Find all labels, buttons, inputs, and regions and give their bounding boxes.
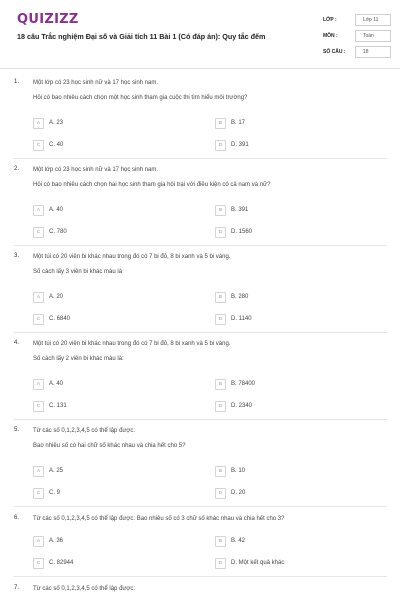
option-a[interactable]	[33, 535, 63, 547]
option-key-box: A	[33, 205, 44, 216]
question-subtext: Số cách lấy 2 viên bi khác màu là:	[33, 356, 124, 362]
option-d[interactable]	[215, 139, 249, 151]
option-a[interactable]	[33, 465, 63, 477]
option-text: D. 1560	[231, 229, 253, 235]
question-number: 5.	[14, 427, 20, 433]
question-text: Từ các số 0,1,2,3,4,5 có thể lập được:	[33, 428, 136, 434]
question-subtext: Bao nhiêu số có hai chữ số khác nhau và chia hết cho 5?	[33, 443, 186, 449]
option-text: C. 82944	[49, 560, 74, 566]
worksheet-header	[0, 0, 400, 68]
option-text: C. 6840	[49, 316, 71, 322]
option-key-box: A	[33, 536, 44, 547]
option-text: C. 40	[49, 142, 64, 148]
option-key-box: C	[33, 314, 44, 325]
option-key-box: A	[33, 292, 44, 303]
page-title: 18 câu Trắc nghiệm Đại số và Giải tích 11 Bài 1 (Có đáp án): Quy tắc đếm	[17, 32, 266, 41]
question-text: Từ các số 0,1,2,3,4,5 có thể lập được:	[33, 586, 136, 592]
question-subtext: Hỏi có bao nhiêu cách chọn hai học sinh tham gia hội trại với điều kiện có cả nam và nữ?	[33, 182, 271, 188]
meta-label: LỚP :	[323, 17, 337, 23]
meta-row-class	[323, 12, 391, 28]
meta-row-subject	[323, 28, 391, 44]
meta-row-count	[323, 44, 391, 60]
option-key-box: B	[215, 205, 226, 216]
option-d[interactable]	[215, 313, 252, 325]
option-c[interactable]	[33, 313, 70, 325]
option-b[interactable]	[215, 465, 245, 477]
option-key-box: B	[215, 536, 226, 547]
option-text: B. 10	[231, 468, 246, 474]
header-divider	[0, 68, 400, 69]
question-text: Một túi có 20 viên bi khác nhau trong đó có 7 bi đỏ, 8 bi xanh và 5 bi vàng.	[33, 341, 231, 347]
meta-value: 18	[355, 46, 391, 58]
question-subtext: Hỏi có bao nhiêu cách chọn một học sinh tham gia cuộc thi tìm hiểu môi trường?	[33, 95, 248, 101]
question-text: Một túi có 20 viên bi khác nhau trong đó có 7 bi đỏ, 8 bi xanh và 5 bi vàng.	[33, 254, 231, 260]
option-key-box: D	[215, 488, 226, 499]
question-number: 1.	[14, 79, 20, 85]
question-text: Một lớp có 23 học sinh nữ và 17 học sinh nam.	[33, 167, 159, 173]
option-a[interactable]	[33, 291, 63, 303]
meta-label: SỐ CÂU :	[323, 49, 346, 55]
option-c[interactable]	[33, 400, 67, 412]
question-divider	[14, 245, 387, 246]
option-key-box: D	[215, 314, 226, 325]
option-text: D. 20	[231, 490, 246, 496]
option-c[interactable]	[33, 139, 63, 151]
option-d[interactable]	[215, 487, 245, 499]
option-key-box: B	[215, 379, 226, 390]
option-c[interactable]	[33, 487, 60, 499]
option-text: A. 40	[49, 207, 64, 213]
option-c[interactable]	[33, 226, 67, 238]
option-text: B. 391	[231, 207, 249, 213]
option-d[interactable]	[215, 226, 252, 238]
option-b[interactable]	[215, 535, 245, 547]
question-text: Một lớp có 23 học sinh nữ và 17 học sinh nam.	[33, 80, 159, 86]
question-divider	[14, 576, 387, 577]
option-text: A. 36	[49, 538, 64, 544]
quizizz-logo: QUIZIZZ	[17, 12, 79, 27]
question-number: 7.	[14, 585, 20, 591]
meta-label: MÔN :	[323, 33, 338, 39]
option-key-box: B	[215, 292, 226, 303]
option-text: D. 2340	[231, 403, 253, 409]
question-divider	[14, 158, 387, 159]
question-subtext: Số cách lấy 3 viên bi khác màu là	[33, 269, 123, 275]
option-key-box: C	[33, 558, 44, 569]
option-key-box: D	[215, 227, 226, 238]
option-b[interactable]	[215, 117, 245, 129]
option-a[interactable]	[33, 204, 63, 216]
option-key-box: A	[33, 379, 44, 390]
option-text: A. 20	[49, 294, 64, 300]
option-b[interactable]	[215, 378, 255, 390]
option-key-box: B	[215, 466, 226, 477]
option-key-box: D	[215, 558, 226, 569]
option-a[interactable]	[33, 117, 63, 129]
option-text: A. 25	[49, 468, 64, 474]
option-text: B. 280	[231, 294, 249, 300]
option-b[interactable]	[215, 204, 248, 216]
option-key-box: B	[215, 118, 226, 129]
option-text: D. 1140	[231, 316, 252, 322]
option-text: B. 17	[231, 120, 246, 126]
question-number: 2.	[14, 166, 20, 172]
meta-value: Toán	[355, 30, 391, 42]
question-divider	[14, 506, 387, 507]
option-text: B. 78400	[231, 381, 256, 387]
option-b[interactable]	[215, 291, 248, 303]
meta-value: Lớp 11	[355, 14, 391, 26]
option-key-box: C	[33, 401, 44, 412]
option-text: D. 391	[231, 142, 249, 148]
question-divider	[14, 332, 387, 333]
option-key-box: D	[215, 401, 226, 412]
option-key-box: C	[33, 140, 44, 151]
question-number: 4.	[14, 340, 20, 346]
option-d[interactable]	[215, 557, 284, 569]
option-c[interactable]	[33, 557, 73, 569]
question-number: 3.	[14, 253, 20, 259]
option-key-box: C	[33, 227, 44, 238]
option-text: B. 42	[231, 538, 246, 544]
question-number: 6.	[14, 515, 20, 521]
question-divider	[14, 419, 387, 420]
option-key-box: A	[33, 466, 44, 477]
option-text: D. Một kết quả khác	[231, 560, 285, 566]
meta-panel	[323, 12, 391, 60]
option-a[interactable]	[33, 378, 63, 390]
option-text: C. 780	[49, 229, 67, 235]
option-text: A. 23	[49, 120, 64, 126]
option-key-box: A	[33, 118, 44, 129]
option-text: C. 9	[49, 490, 61, 496]
option-text: C. 131	[49, 403, 67, 409]
option-text: A. 40	[49, 381, 64, 387]
option-d[interactable]	[215, 400, 252, 412]
option-key-box: D	[215, 140, 226, 151]
option-key-box: C	[33, 488, 44, 499]
question-text: Từ các số 0,1,2,3,4,5 có thể lập được: Bao nhiêu số có 3 chữ số khác nhau và chia hết cho 3?	[33, 516, 285, 522]
